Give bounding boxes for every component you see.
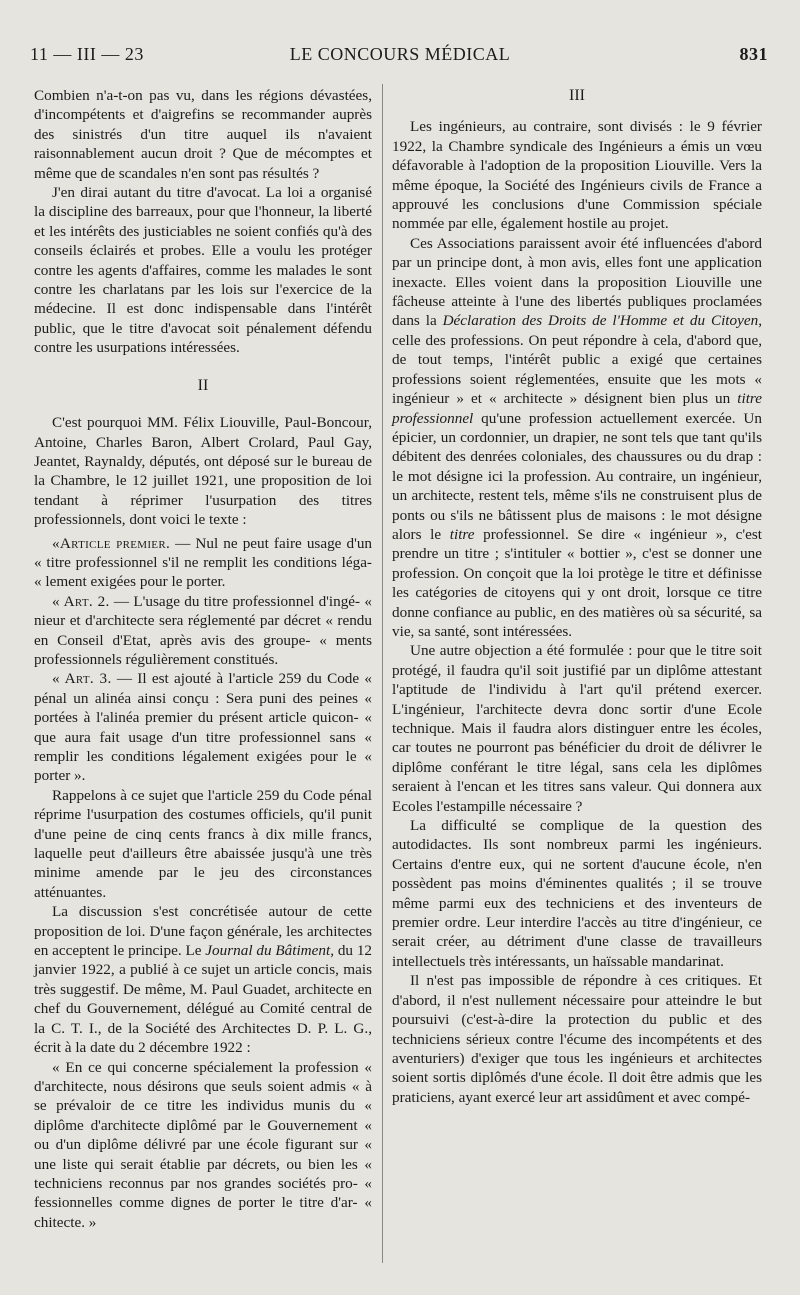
- section-heading-ii: II: [197, 376, 209, 394]
- paragraph: C'est pourquoi MM. Félix Liouville, Paul-Boncour, Antoine, Charles Baron, Albert Crolard, Paul Gay, Jeantet, Raynaldy, députés, ont déposé sur le bureau de la Chambre, le 12 juillet 1921, une proposition de loi tendant à réprimer l'usurpation des titres professionnels, dont voici le texte :: [34, 414, 372, 529]
- article-label: « Art. 2.: [52, 592, 110, 610]
- paragraph: Une autre objection a été formulée : pour que le titre soit protégé, il faudra qu'il soit justifié par un diplôme attestant l'aptitude de l'individu à l'art qu'il prétend exercer. L'ingénieur, l'architecte devra donc sortir d'une Ecole technique. Mais il faudra alors distinguer entre les écoles, car toutes ne pourront pas bénéficier du droit de délivrer le diplôme conférant le titre légal, sans cela les diplômes seraient à l'encan et les titres sans valeur. Qui donnera aux Ecoles l'estampille nécessaire ?: [392, 642, 762, 815]
- article-label: «Article premier.: [52, 534, 171, 552]
- emphasis: titre: [449, 525, 475, 543]
- left-column: [34, 86, 372, 1232]
- quotation: « En ce qui concerne spécialement la profession « d'architecte, nous désirons que seuls soient admis « à se prévaloir de ce titre les individus munis du « diplôme d'architecte diplômé par le Gouvernement « ou d'un diplôme délivré par une école figurant sur « une liste qui serait établie par décrets, ou bien les « techniciens reconnus par nos grandes sociétés pro- « fessionnelles comme dignes de porter le titre d'ar- « chitecte. »: [34, 1058, 372, 1231]
- page-number: 831: [739, 44, 768, 64]
- paragraph: [392, 234, 762, 642]
- paragraph: J'en dirai autant du titre d'avocat. La loi a organisé la discipline des barreaux, pour que l'honneur, la liberté et les intérêts des justiciables ne soient confiés qu'à des conseils éclairés et probes. Elle a voulu les protéger contre les agents d'affaires, comme les malades le sont contre les charlatans par les lois sur l'exercice de la médecine. Il est donc indispensable dans l'intérêt public, que le titre d'avocat soit pénalement défendu contre les usurpations intéressées.: [34, 184, 372, 357]
- paragraph: La difficulté se complique de la question des autodidactes. Ils sont nombreux parmi les ingénieurs. Certains d'entre eux, qui ne sortent d'aucune école, n'en possèdent pas moins d'éminentes qualités ; il se trouve même parmi eux des techniciens et des inventeurs de premier ordre. Leur interdire l'accès au titre d'ingénieur, ce serait créer, au détriment d'une classe de travailleurs intellectuels très intéressants, un haïssable mandarinat.: [392, 817, 762, 970]
- text-run: La discussion s'est concrétisée autour de cette proposition de loi. D'une façon générale, les architectes en acceptent le principe. Le: [34, 903, 372, 960]
- article-text: — Il est ajouté à l'article 259 du Code « pénal un alinéa ainsi conçu : Sera puni des peines « portées à l'alinéa premier du présent article quicon- « que aura fait usage d'un titre professionnel sans « remplir les conditions légalement exigées pour le « porter ».: [34, 670, 372, 785]
- paragraph: Combien n'a-t-on pas vu, dans les régions dévastées, d'incompétents et d'aigrefins se recommander auprès des sinistrés d'un titre auquel ils n'avaient raisonnablement aucun droit ? Que de mécomptes et même que de scandales n'en sont pas résultés ?: [34, 87, 372, 182]
- article-1: [34, 534, 372, 592]
- text-run: , du 12 janvier 1922, a publié à ce sujet un article concis, mais très suggestif. De même, M. Paul Guadet, architecte en chef du Gouvernement, délégué au Comité central de la C. T. I., de la Société des Architectes D. P. L. G., écrit à la date du 2 décembre 1922 :: [34, 942, 373, 1057]
- paragraph: Les ingénieurs, au contraire, sont divisés : le 9 février 1922, la Chambre syndicale des Ingénieurs a émis un vœu défavorable à l'adoption de la proposition Liouville. Vers la même époque, la Société des Ingénieurs civils de France a approuvé les conclusions d'une Commission spéciale nommée par elle, également hostile au projet.: [392, 118, 762, 233]
- running-header: [28, 44, 772, 74]
- article-text: — L'usage du titre professionnel d'ingé- « nieur et d'architecte sera réglementé par décret « rendu en Conseil d'Etat, après avis des groupe- « ments professionnels régulièrement constitués.: [34, 592, 372, 668]
- article-2: [34, 592, 372, 670]
- issue-date: 11 — III — 23: [30, 44, 144, 64]
- emphasis: titre professionnel: [392, 390, 762, 427]
- paragraph: [34, 902, 372, 1057]
- section-heading-iii: III: [569, 87, 585, 104]
- article-label: « Art. 3.: [52, 670, 112, 688]
- article-3: [34, 669, 372, 785]
- article-text: — Nul ne peut faire usage d'un « titre professionnel s'il ne remplit les conditions léga- « lement exigées pour le porter.: [34, 534, 373, 591]
- right-column: [392, 86, 762, 1107]
- paragraph: Il n'est pas impossible de répondre à ces critiques. Et d'abord, il n'est nullement nécessaire pour atteindre le but poursuivi (c'est-à-dire la protection du public et des techniciens sérieux contre l'écume des incompétents et des aventuriers) d'exiger que tous les ingénieurs et architectes soient sortis diplômés d'une école. Il doit être admis que les praticiens, ayant exercé leur art assidûment et avec compé-: [392, 972, 762, 1106]
- text-run: qu'une profession actuellement exercée. Un épicier, un cordonnier, un drapier, ne sont tels que tant qu'ils débitent des denrées coloniales, des chaussures ou du drap : le mot désigne ici la profession. Au contraire, un ingénieur, un architecte, restent tels, même s'ils ne construisent plus de ponts ou s'ils ne bâtissent plus de maisons : le mot désigne alors le: [392, 409, 762, 543]
- journal-name: Journal du Bâtiment: [205, 942, 331, 960]
- paragraph: Rappelons à ce sujet que l'article 259 du Code pénal réprime l'usurpation des costumes officiels, qu'il punit d'une peine de cinq cents francs à dix mille francs, laquelle peut d'ailleurs être abaissée jusqu'à une très minime amende par le jeu des circonstances atténuantes.: [34, 786, 372, 901]
- text-run: Ces Associations paraissent avoir été influencées d'abord par un principe dont, à mon avis, elles font une application inexacte. Elles voient dans la proposition Liouville une fâcheuse atteinte à l'une des libertés publiques proclamées dans la: [392, 234, 762, 330]
- text-run: , celle des professions. On peut répondre à cela, d'abord que, de tout temps, l'intérêt public a exigé que certaines professions soient réglementées, ensuite que les mots « ingénieur » et « architecte » désignent bien plus un: [392, 312, 762, 408]
- text-run: professionnel. Se dire « ingénieur », c'est prendre un titre ; s'intituler « bottier », c'est se donner une profession. On conçoit que la loi protège le titre et définisse les catégories de citoyens qui y ont droit, lorsque ce titre donne confiance au public, en des matières où sa sécurité, sa vie, sa santé, sont intéressées.: [392, 525, 763, 640]
- column-divider: [382, 84, 383, 1263]
- journal-title: LE CONCOURS MÉDICAL: [289, 44, 511, 64]
- declaration-title: Déclaration des Droits de l'Homme et du Citoyen: [442, 312, 759, 330]
